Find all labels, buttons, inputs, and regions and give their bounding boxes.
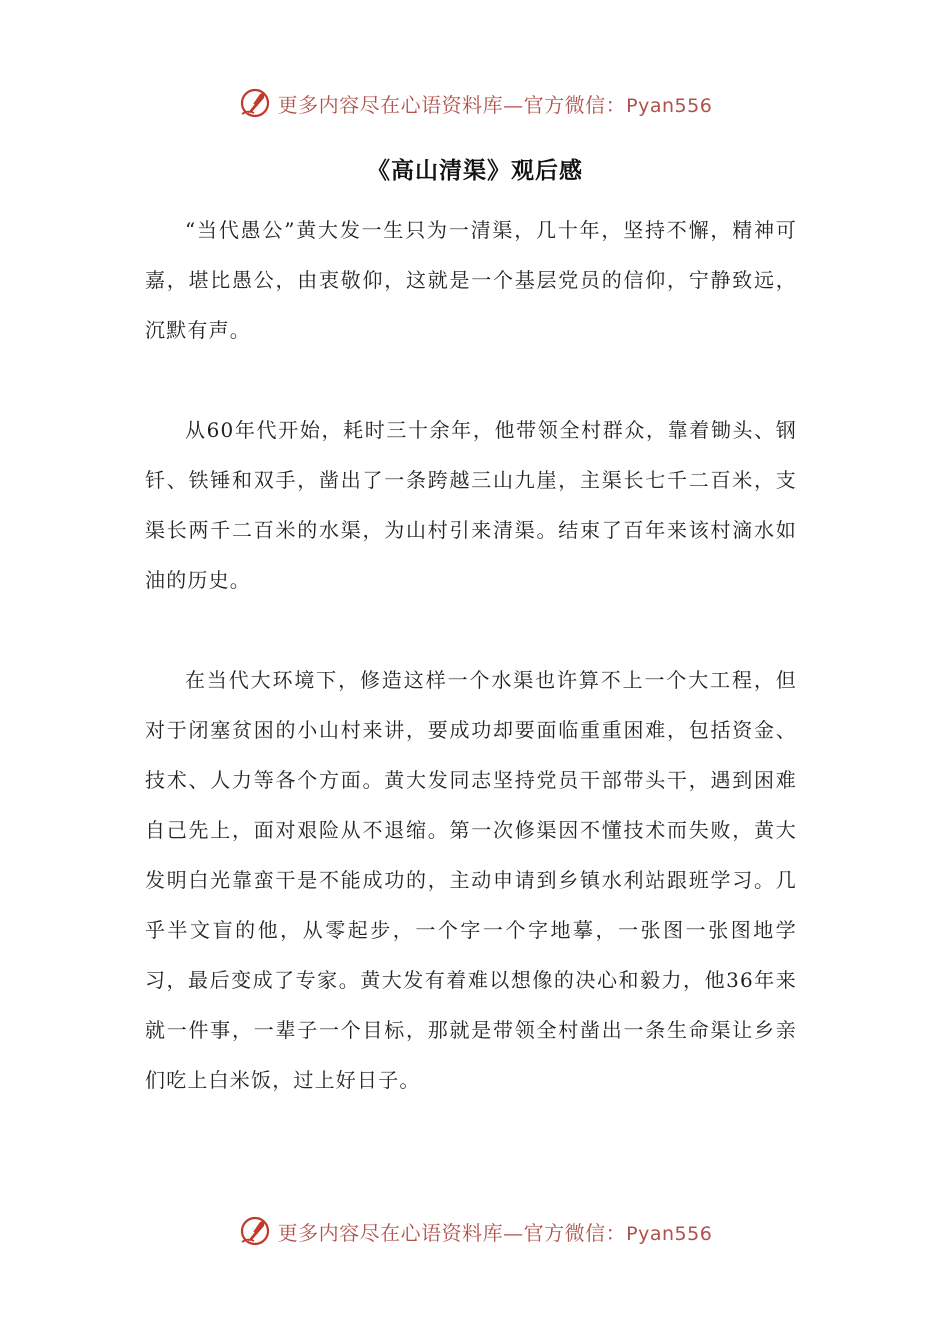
document-body [145,205,797,1155]
footer-watermark-banner [0,1211,950,1251]
quill-pen-logo-icon [238,1214,272,1248]
banner-text: 更多内容尽在心语资料库—官方微信：Pyan556 [277,1220,713,1245]
banner-inner [238,86,713,120]
document-title: 《高山清渠》观后感 [367,157,583,184]
banner-inner [238,1214,713,1248]
paragraph-1: “当代愚公”黄大发一生只为一清渠，几十年，坚持不懈，精神可嘉，堪比愚公，由衷敬仰，这就是一个基层党员的信仰，宁静致远，沉默有声。 [145,218,797,342]
banner-wechat-id: Pyan556 [626,1222,713,1245]
paragraph-3: 在当代大环境下，修造这样一个水渠也许算不上一个大工程，但对于闭塞贫困的小山村来讲，要成功却要面临重重困难，包括资金、技术、人力等各个方面。黄大发同志坚持党员干部带头干，遇到困难自己先上，面对艰险从不退缩。第一次修渠因不懂技术而失败，黄大发明白光靠蛮干是不能成功的，主动申请到乡镇水利站跟班学习。几乎半文盲的他，从零起步，一个字一个字地摹，一张图一张图地学习，最后变成了专家。黄大发有着难以想像的决心和毅力，他36年来就一件事，一辈子一个目标，那就是带领全村凿出一条生命渠让乡亲们吃上白米饭，过上好日子。 [145,668,797,1092]
paragraph-2: 从60年代开始，耗时三十余年，他带领全村群众，靠着锄头、钢钎、铁锤和双手，凿出了一条跨越三山九崖，主渠长七千二百米，支渠长两千二百米的水渠，为山村引来清渠。结束了百年来该村滴水如油的历史。 [145,418,797,592]
header-watermark-banner [0,83,950,123]
banner-wechat-id: Pyan556 [626,94,713,117]
quill-pen-logo-icon [238,86,272,120]
banner-text: 更多内容尽在心语资料库—官方微信：Pyan556 [277,92,713,117]
